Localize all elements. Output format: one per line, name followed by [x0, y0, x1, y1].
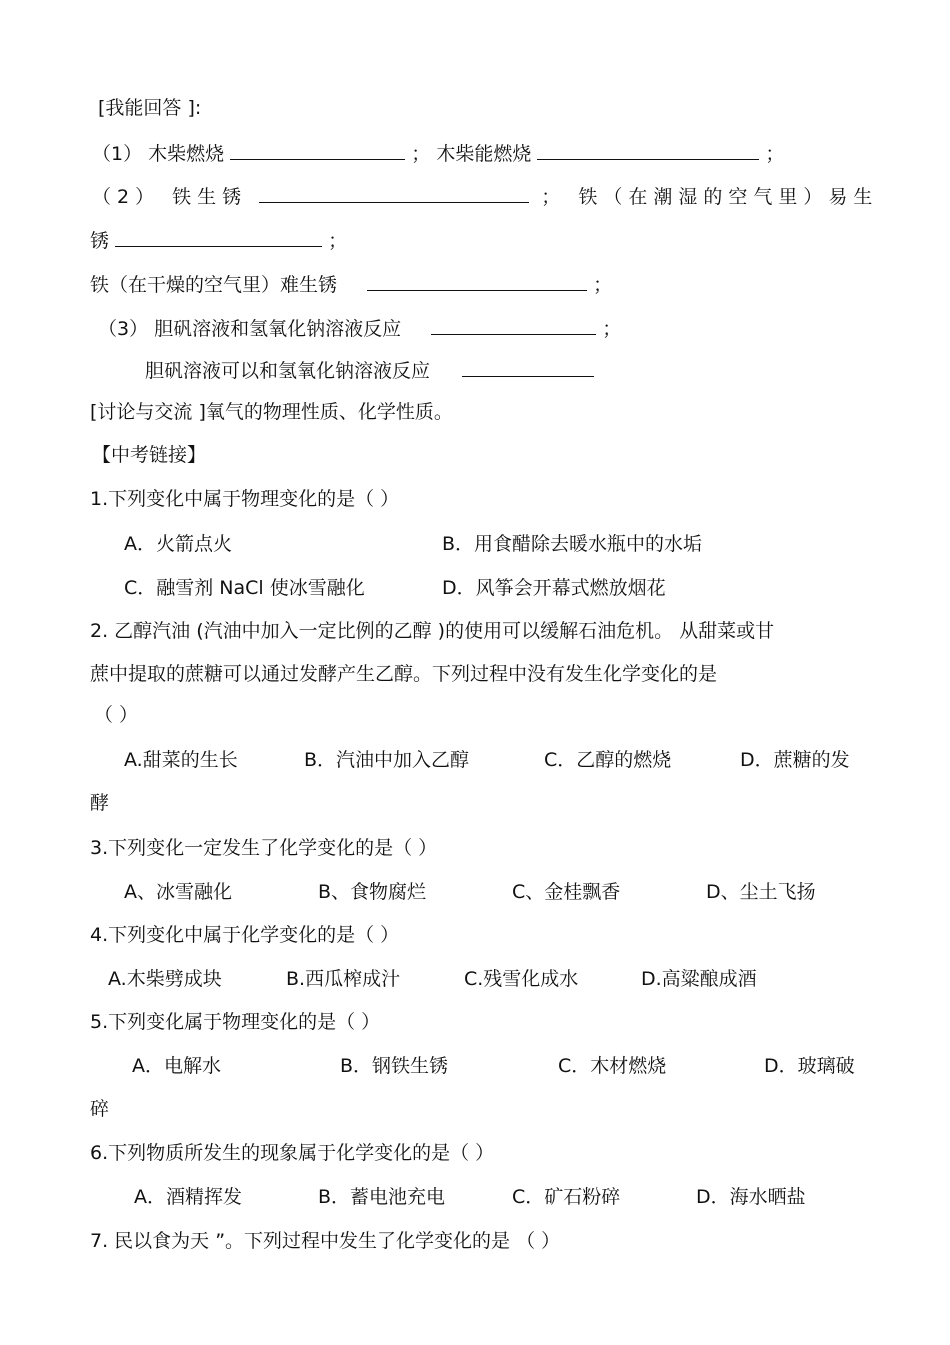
question-1-option-d: D．风筝会开幕式燃放烟花 [442, 577, 666, 599]
question-2-stem: 2. 乙醇汽油 (汽油中加入一定比例的乙醇 )的使用可以缓解石油危机。 从甜菜或甘 [90, 620, 775, 642]
question-1-option-c: C．融雪剂 NaCl 使冰雪融化 [124, 577, 365, 599]
question-5-option-b: B．钢铁生锈 [340, 1055, 449, 1077]
question-7-stem: 7. 民以食为天 ”。下列过程中发生了化学变化的是 （ ） [90, 1230, 561, 1252]
q2c-text: 铁（在干燥的空气里）难生锈 [90, 274, 338, 296]
question-3-stem: 3.下列变化一定发生了化学变化的是（ ） [90, 837, 438, 859]
question-4-stem: 4.下列变化中属于化学变化的是（ ） [90, 924, 400, 946]
question-3-option-d: D、尘土飞扬 [706, 881, 816, 903]
q2c-blank[interactable] [367, 270, 587, 291]
discussion-label: [讨论与交流 ] [90, 401, 206, 423]
q2c-end: ； [593, 274, 613, 296]
question-2-stem-3: （ ） [94, 704, 139, 726]
q2-blank-b[interactable] [115, 226, 322, 247]
question-4-option-a: A.木柴劈成块 [108, 968, 222, 990]
q3-blank-a[interactable] [431, 314, 596, 335]
question-5-option-d: D．玻璃破 [764, 1055, 855, 1077]
q3-blank-b[interactable] [462, 356, 594, 377]
question-3-option-a: A、冰雪融化 [124, 881, 232, 903]
q1-b: 木柴能燃烧 [436, 143, 532, 165]
question-2-option-a: A.甜菜的生长 [124, 749, 238, 771]
question-3-option-b: B、食物腐烂 [318, 881, 427, 903]
q1-line [92, 139, 784, 166]
q2-a: 铁生锈 [172, 186, 248, 208]
question-2-option-b: B．汽油中加入乙醇 [304, 749, 470, 771]
question-2-cont: 酵 [90, 792, 110, 814]
q1-a: 木柴燃烧 [148, 143, 225, 165]
exam-link-heading: 【中考链接】 [92, 444, 207, 466]
q1-num: （1） [92, 143, 143, 165]
q2-num: （2） [92, 186, 161, 208]
question-6-option-b: B．蓄电池充电 [318, 1186, 446, 1208]
q2-line [92, 182, 878, 209]
question-1-option-b: B．用食醋除去暖水瓶中的水垢 [442, 533, 703, 555]
question-2-option-d: D．蔗糖的发 [740, 749, 850, 771]
question-5-stem: 5.下列变化属于物理变化的是（ ） [90, 1011, 381, 1033]
question-4-option-d: D.高粱酿成酒 [641, 968, 757, 990]
question-6-option-d: D．海水晒盐 [696, 1186, 806, 1208]
answer-heading: [我能回答 ]: [98, 97, 202, 119]
q3-a: 胆矾溶液和氢氧化钠溶液反应 [154, 318, 402, 340]
question-3-option-c: C、金桂飘香 [512, 881, 621, 903]
discussion-line [90, 400, 453, 424]
question-6-option-a: A．酒精挥发 [134, 1186, 242, 1208]
question-5-cont: 碎 [90, 1098, 110, 1120]
question-6-option-c: C．矿石粉碎 [512, 1186, 621, 1208]
q2-b: 铁（在潮湿的空气里）易生 [578, 186, 879, 208]
q1-blank-a[interactable] [230, 139, 405, 160]
q1-blank-b[interactable] [537, 139, 759, 160]
discussion-text: 氧气的物理性质、化学性质。 [205, 401, 453, 423]
q2-blank-a[interactable] [259, 182, 529, 203]
q2-end: ； [328, 230, 348, 252]
q1-sep: ； [411, 143, 431, 165]
question-2-option-c: C．乙醇的燃烧 [544, 749, 672, 771]
q2-b-cont: 锈 [90, 230, 110, 252]
q2c-line [90, 270, 612, 297]
q1-end: ； [765, 143, 785, 165]
q3b-line [145, 356, 594, 383]
question-2-stem-2: 蔗中提取的蔗糖可以通过发酵产生乙醇。下列过程中没有发生化学变化的是 [90, 663, 718, 685]
question-6-stem: 6.下列物质所发生的现象属于化学变化的是（ ） [90, 1142, 495, 1164]
q2-sep: ； [541, 186, 567, 208]
q3-num: （3） [98, 318, 149, 340]
q3-line [98, 314, 621, 341]
question-5-option-c: C．木材燃烧 [558, 1055, 667, 1077]
question-1-stem: 1.下列变化中属于物理变化的是（ ） [90, 488, 400, 510]
question-4-option-c: C.残雪化成水 [464, 968, 579, 990]
question-4-option-b: B.西瓜榨成汁 [286, 968, 401, 990]
q3-end: ； [602, 318, 622, 340]
question-1-option-a: A．火箭点火 [124, 533, 232, 555]
q3-b: 胆矾溶液可以和氢氧化钠溶液反应 [145, 360, 431, 382]
question-5-option-a: A．电解水 [132, 1055, 221, 1077]
q2-cont-line [90, 226, 347, 253]
